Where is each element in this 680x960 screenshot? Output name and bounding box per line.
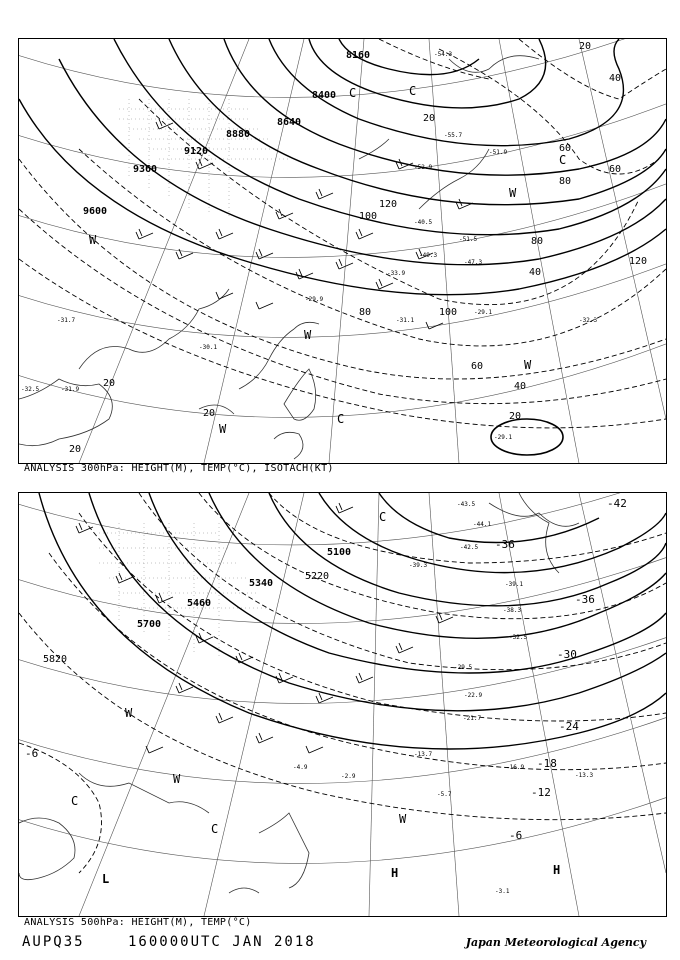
isotach-label: 20 <box>509 411 522 422</box>
station-sample: -32.5 <box>509 634 528 641</box>
temp-sample: -31.1 <box>396 317 415 324</box>
height-label-5460: 5460 <box>187 598 212 609</box>
graticule-meridians <box>79 39 666 463</box>
warm-marker: W <box>509 186 517 200</box>
isotherm-label: -36 <box>495 538 515 551</box>
isotherm-label: -6 <box>509 829 523 842</box>
cold-marker: C <box>337 412 345 426</box>
height-label-9360: 9360 <box>133 164 158 175</box>
isotach-label: 20 <box>423 113 436 124</box>
station-sample: -5.7 <box>437 791 452 798</box>
isotach-label: 100 <box>439 307 458 318</box>
temp-sample: -52.9 <box>414 164 433 171</box>
temp-sample: -51.5 <box>459 236 478 243</box>
isotach-label: 80 <box>359 307 372 318</box>
cold-marker: C <box>349 86 357 100</box>
valid-time: 160000UTC JAN 2018 <box>128 934 316 950</box>
isotach-label: 40 <box>609 73 622 84</box>
station-sample: -13.7 <box>414 751 433 758</box>
caption-500hpa: ANALYSIS 500hPa: HEIGHT(M), TEMP(°C) <box>24 917 252 928</box>
warm-marker: W <box>173 772 181 786</box>
temp-sample: -40.5 <box>414 219 433 226</box>
temp-sample: -29.9 <box>305 296 324 303</box>
cold-marker: C <box>71 794 79 808</box>
temp-sample: -32.5 <box>21 386 40 393</box>
cold-marker: C <box>379 510 387 524</box>
high-pressure-marker: H <box>553 863 561 877</box>
isotherm-label: -42 <box>607 497 627 510</box>
station-sample: -39.3 <box>409 562 428 569</box>
height-label-8640: 8640 <box>277 117 302 128</box>
isotherm-label: -30 <box>557 648 577 661</box>
temp-sample: -55.7 <box>444 132 463 139</box>
isotach-label: 40 <box>529 267 542 278</box>
station-sample: -16.9 <box>506 764 525 771</box>
station-sample: -44.1 <box>473 521 492 528</box>
agency-name: Japan Meteorological Agency <box>465 936 646 949</box>
isotach-contours <box>19 39 666 428</box>
isotach-label: 20 <box>203 408 216 419</box>
map-300hpa-canvas <box>19 39 666 463</box>
isotherm-label: -18 <box>537 757 557 770</box>
height-label-5340: 5340 <box>249 578 274 589</box>
temp-sample: -47.3 <box>464 259 483 266</box>
hatched-area <box>99 523 269 658</box>
warm-marker: W <box>219 422 227 436</box>
height-contours <box>19 39 666 295</box>
map-panel-300hpa <box>18 38 667 464</box>
isotach-label: 120 <box>379 199 398 210</box>
temp-sample: -33.9 <box>387 270 406 277</box>
isotach-label: 60 <box>471 361 484 372</box>
height-label-5100: 5100 <box>327 547 352 558</box>
station-sample: -22.9 <box>464 692 483 699</box>
height-label-5700: 5700 <box>137 619 162 630</box>
graticule-latitudes <box>19 39 666 417</box>
temp-sample: -51.9 <box>489 149 508 156</box>
isotach-label: 20 <box>69 444 82 455</box>
isotach-label: 80 <box>531 236 544 247</box>
isotherm-label: -6 <box>25 747 39 760</box>
temp-sample: -54.3 <box>434 51 453 58</box>
coastlines <box>19 493 579 893</box>
graticule-meridians <box>79 493 666 916</box>
isotach-label: 60 <box>559 143 572 154</box>
isotach-label: 80 <box>559 176 572 187</box>
map-500hpa-canvas <box>19 493 666 916</box>
temp-sample: -49.3 <box>419 252 438 259</box>
temp-sample: -32.3 <box>579 317 598 324</box>
temp-sample: -29.1 <box>474 309 493 316</box>
warm-marker: W <box>524 358 532 372</box>
isotach-label: 20 <box>579 41 592 52</box>
station-sample: -4.9 <box>293 764 308 771</box>
station-sample: -39.1 <box>505 581 524 588</box>
station-sample: -43.5 <box>457 501 476 508</box>
product-code: AUPQ35 <box>22 934 85 950</box>
low-pressure-marker: L <box>102 872 110 886</box>
cold-marker: C <box>409 84 417 98</box>
isotach-label: 40 <box>514 381 527 392</box>
isotach-label: 20 <box>103 378 116 389</box>
temp-sample: -31.9 <box>61 386 80 393</box>
station-sample: -42.5 <box>460 544 479 551</box>
hatched-area <box>119 99 289 219</box>
height-label-5820: 5820 <box>43 654 68 665</box>
height-label-9120: 9120 <box>184 146 209 157</box>
warm-marker: W <box>304 328 312 342</box>
height-label-9600: 9600 <box>83 206 108 217</box>
warm-marker: W <box>89 233 97 247</box>
cold-marker: C <box>559 153 567 167</box>
height-label-8880: 8880 <box>226 129 251 140</box>
temp-sample: -30.1 <box>199 344 218 351</box>
isotherm-label: -24 <box>559 720 579 733</box>
station-sample: -3.1 <box>495 888 510 895</box>
height-label-5220: 5220 <box>305 571 330 582</box>
isotach-label: 120 <box>629 256 648 267</box>
cold-marker: C <box>211 822 219 836</box>
isotach-label: 60 <box>609 164 622 175</box>
temp-sample: -29.1 <box>494 434 513 441</box>
caption-300hpa: ANALYSIS 300hPa: HEIGHT(M), TEMP(°C), ISOTACH(KT) <box>24 463 334 474</box>
height-label-8400: 8400 <box>312 90 337 101</box>
warm-marker: W <box>125 706 133 720</box>
isotherm-label: -12 <box>531 786 551 799</box>
isotach-label: 100 <box>359 211 378 222</box>
station-sample: -13.3 <box>575 772 594 779</box>
station-sample: -38.3 <box>503 607 522 614</box>
station-sample: -21.7 <box>463 715 482 722</box>
high-pressure-marker: H <box>391 866 399 880</box>
station-sample: -29.5 <box>454 664 473 671</box>
warm-marker: W <box>399 812 407 826</box>
station-sample: -2.9 <box>341 773 356 780</box>
height-label-8160: 8160 <box>346 50 371 61</box>
isotherm-label: -36 <box>575 593 595 606</box>
temp-sample: -31.7 <box>57 317 76 324</box>
map-panel-500hpa <box>18 492 667 917</box>
